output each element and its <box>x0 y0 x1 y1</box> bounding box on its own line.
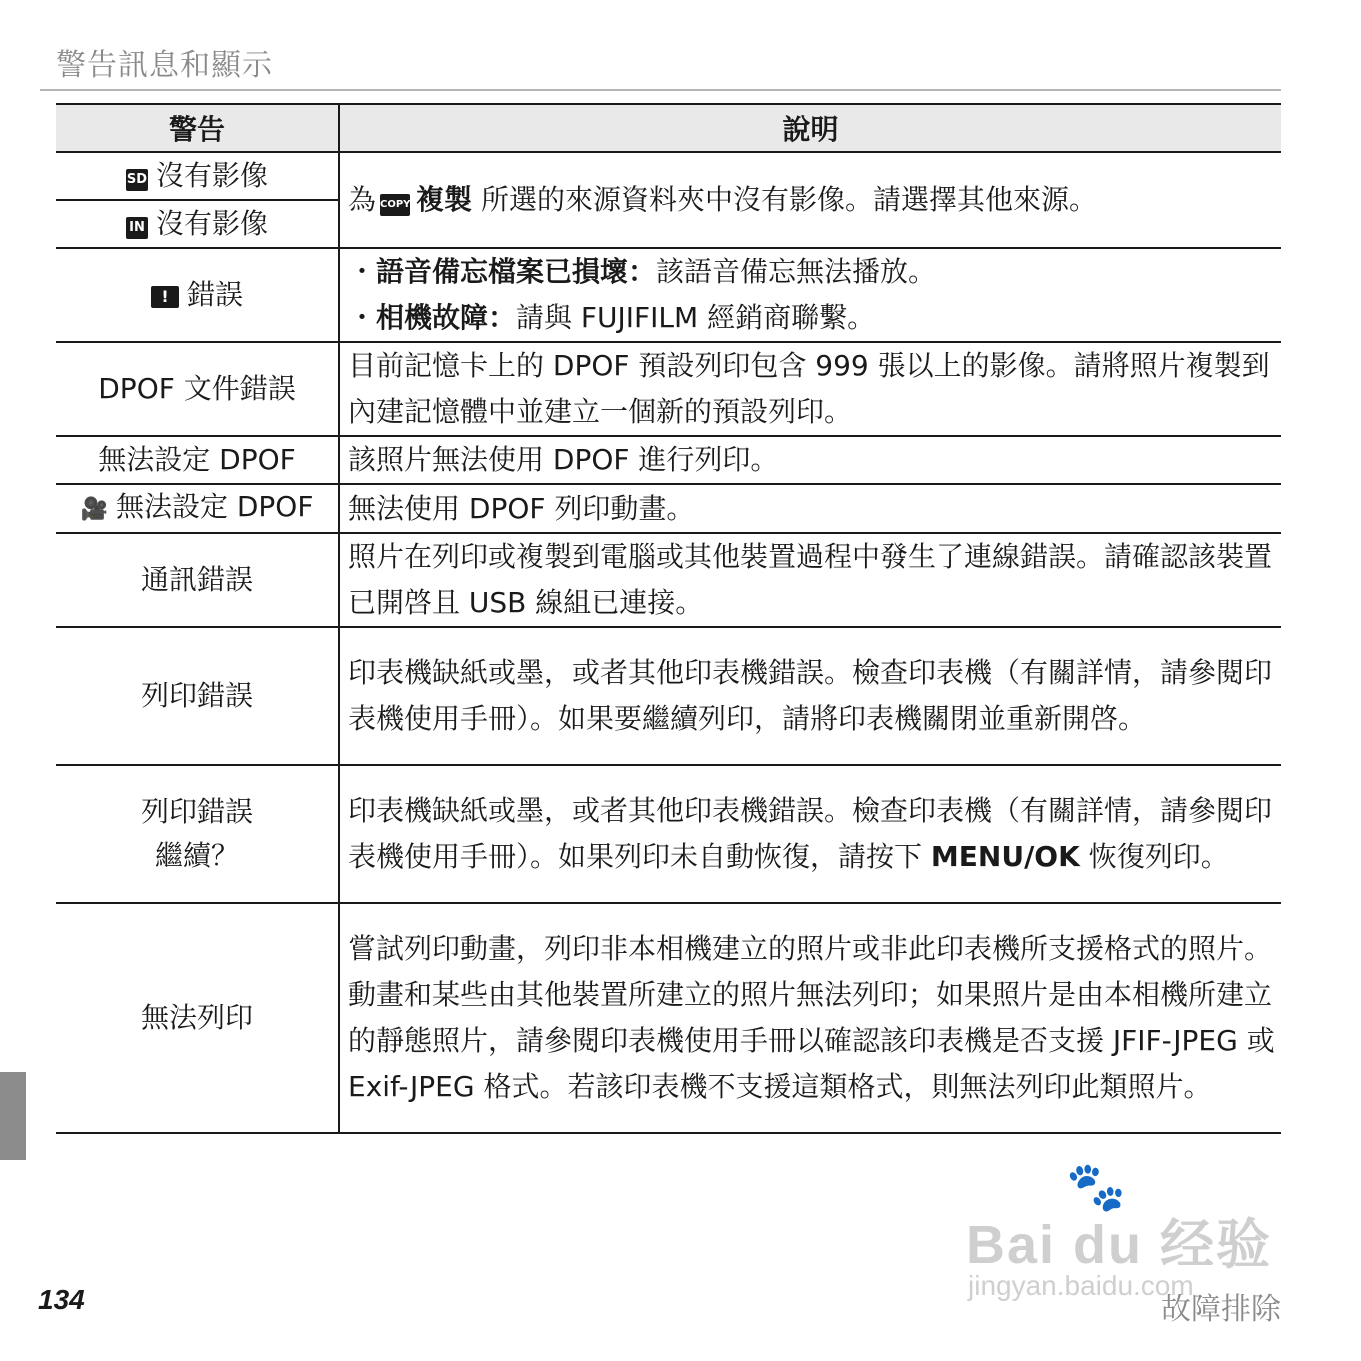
warning-table <box>56 103 1281 1134</box>
warning-exclamation-icon: ! <box>151 286 179 308</box>
warning-cell <box>56 152 339 248</box>
description-cell <box>339 248 1281 342</box>
description-text: 所選的來源資料夾中沒有影像。請選擇其他來源。 <box>480 183 1097 216</box>
footer-section-title: 故障排除 <box>1161 1292 1281 1327</box>
warning-label: 沒有影像 <box>155 207 268 240</box>
warning-cell: DPOF 文件錯誤 <box>56 342 339 436</box>
table-row <box>56 436 1281 484</box>
description-cell: 目前記憶卡上的 DPOF 預設列印包含 999 張以上的影像。請將照片複製到內建記憶體中並建立一個新的預設列印。 <box>339 342 1281 436</box>
warning-cell <box>56 484 339 533</box>
page-header-title: 警告訊息和顯示 <box>56 48 273 83</box>
bullet-text: 請與 FUJIFILM 經銷商聯繫。 <box>516 301 876 334</box>
description-text: 印表機缺紙或墨，或者其他印表機錯誤。檢查印表機（有關詳情，請參閱印表機使用手冊）。如果列印未自動恢復，請按下 <box>348 794 1273 873</box>
warning-label: 錯誤 <box>186 278 243 311</box>
column-header-description: 說明 <box>339 104 1281 152</box>
description-text: 恢復列印。 <box>1088 840 1229 873</box>
watermark-logo: Bai du 经验 <box>966 1215 1273 1275</box>
bullet-bold: 語音備忘檔案已損壞： <box>376 255 657 288</box>
table-header-row <box>56 104 1281 152</box>
watermark-url: jingyan.baidu.com <box>968 1270 1194 1301</box>
warning-cell: 無法設定 DPOF <box>56 436 339 484</box>
column-header-warning: 警告 <box>56 104 339 152</box>
table-row <box>56 248 1281 342</box>
bullet-item: ・語音備忘檔案已損壞：該語音備忘無法播放。 <box>348 255 937 288</box>
warning-cell <box>56 765 339 903</box>
chapter-side-tab <box>0 1072 26 1160</box>
bullet-bold: 相機故障： <box>376 301 517 334</box>
header-divider <box>40 89 1281 91</box>
bullet-item: ・相機故障：請與 FUJIFILM 經銷商聯繫。 <box>348 301 876 334</box>
description-cell: 照片在列印或複製到電腦或其他裝置過程中發生了連線錯誤。請確認該裝置已開啓且 USB 線組已連接。 <box>339 533 1281 627</box>
page-number: 134 <box>38 1284 85 1315</box>
menu-ok-label: MENU/OK <box>930 840 1080 873</box>
movie-icon: 🎥 <box>80 497 108 522</box>
warning-label: 沒有影像 <box>155 159 268 192</box>
description-cell: 無法使用 DPOF 列印動畫。 <box>339 484 1281 533</box>
description-cell <box>339 152 1281 248</box>
table-row <box>56 152 1281 248</box>
table-row <box>56 533 1281 627</box>
table-row <box>56 765 1281 903</box>
bullet-text: 該語音備忘無法播放。 <box>656 255 937 288</box>
table-row <box>56 627 1281 765</box>
warning-cell: 無法列印 <box>56 903 339 1133</box>
table-row <box>56 903 1281 1133</box>
warning-label: 繼續？ <box>154 839 239 872</box>
table-row <box>56 342 1281 436</box>
warning-cell: 通訊錯誤 <box>56 533 339 627</box>
warning-cell <box>56 248 339 342</box>
warning-sub-item <box>56 199 338 247</box>
description-cell: 嘗試列印動畫，列印非本相機建立的照片或非此印表機所支援格式的照片。動畫和某些由其他裝置所建立的照片無法列印；如果照片是由本相機所建立的靜態照片，請參閱印表機使用手冊以確認該印表機是否支援 JFIF-JPEG 或 Exif-JPEG 格式。若該印表機不支援這類格式，則無法列印此類照片。 <box>339 903 1281 1133</box>
warning-label: 無法設定 DPOF <box>115 490 314 523</box>
description-text: 為 <box>348 183 377 216</box>
copy-icon: COPY <box>380 194 410 216</box>
description-cell: 印表機缺紙或墨，或者其他印表機錯誤。檢查印表機（有關詳情，請參閱印表機使用手冊）。如果要繼續列印，請將印表機關閉並重新開啓。 <box>339 627 1281 765</box>
description-bold: 複製 <box>416 183 473 216</box>
paw-icon: 🐾 <box>1066 1159 1126 1215</box>
sd-card-icon: SD <box>126 169 148 191</box>
internal-memory-icon: IN <box>126 217 148 239</box>
table-row <box>56 484 1281 533</box>
warning-cell: 列印錯誤 <box>56 627 339 765</box>
warning-sub-item <box>56 153 338 199</box>
description-cell <box>339 765 1281 903</box>
description-cell: 該照片無法使用 DPOF 進行列印。 <box>339 436 1281 484</box>
warning-label: 列印錯誤 <box>140 795 253 828</box>
